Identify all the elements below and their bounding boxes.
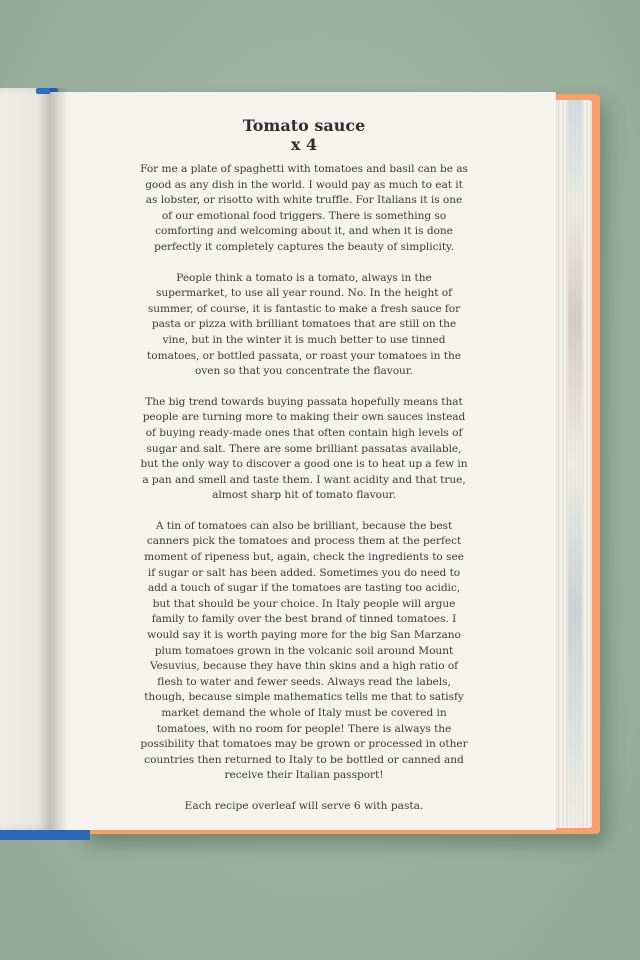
page-block-detail [568,100,582,828]
right-page [50,92,556,830]
left-page [0,88,50,830]
paragraph-2: People think a tomato is a tomato, always in the supermarket, to use all year round. No. In the height of summer, of course, it is fantastic to make a fresh sauce for pasta or pizza with brilliant tomatoes that are still on the vine, but in the winter it is much better to use tinned tomatoes, or bottled passata, or roast your tomatoes in the oven so that you concentrate the flavour. [147,271,461,378]
paragraph-3: The big trend towards buying passata hopefully means that people are turning more to making their own sauces instead of buying ready-made ones that often contain high levels of sugar and salt. There are some brilliant passatas available, but the only way to discover a good one is to heat up a few in a pan and smell and taste them. I want acidity and that true, almost sharp hit of tomato flavour. [140,395,468,502]
paragraph-1: For me a plate of spaghetti with tomatoes and basil can be as good as any dish in the world. I would pay as much to eat it as lobster, or risotto with white truffle. For Italians it is one of our emotional food triggers. There is something so comforting and welcoming about it, and when it is done perfectly it completely captures the beauty of simplicity. [140,163,468,253]
paragraph-4: A tin of tomatoes can also be brilliant, because the best canners pick the tomatoes and process them at the perfect moment of ripeness but, again, check the ingredients to see if sugar or salt has been added. Sometimes you do need to add a touch of sugar if the tomatoes are tasting too acidic, but that should be your choice. In Italy people will argue family to family over the best brand of tinned tomatoes. I would say it is worth paying more for the big San Marzano plum tomatoes grown in the volcanic soil around Mount Vesuvius, because they have thin skins and a high ratio of flesh to water and fewer seeds. Always read the labels, though, because simple mathematics tells me that to satisfy market demand the whole of Italy must be covered in tomatoes, with no room for people! There is always the possibility that tomatoes may be grown or processed in other countries then returned to Italy to be bottled or canned and receive their Italian passport! [140,519,468,782]
left-cover-edge [0,830,90,840]
recipe-title: Tomato sauce [242,116,366,135]
gutter-shadow [50,88,68,830]
recipe-intro [140,116,468,815]
serving-note: Each recipe overleaf will serve 6 with pasta. [184,799,424,812]
recipe-subtitle: x 4 [290,135,318,154]
